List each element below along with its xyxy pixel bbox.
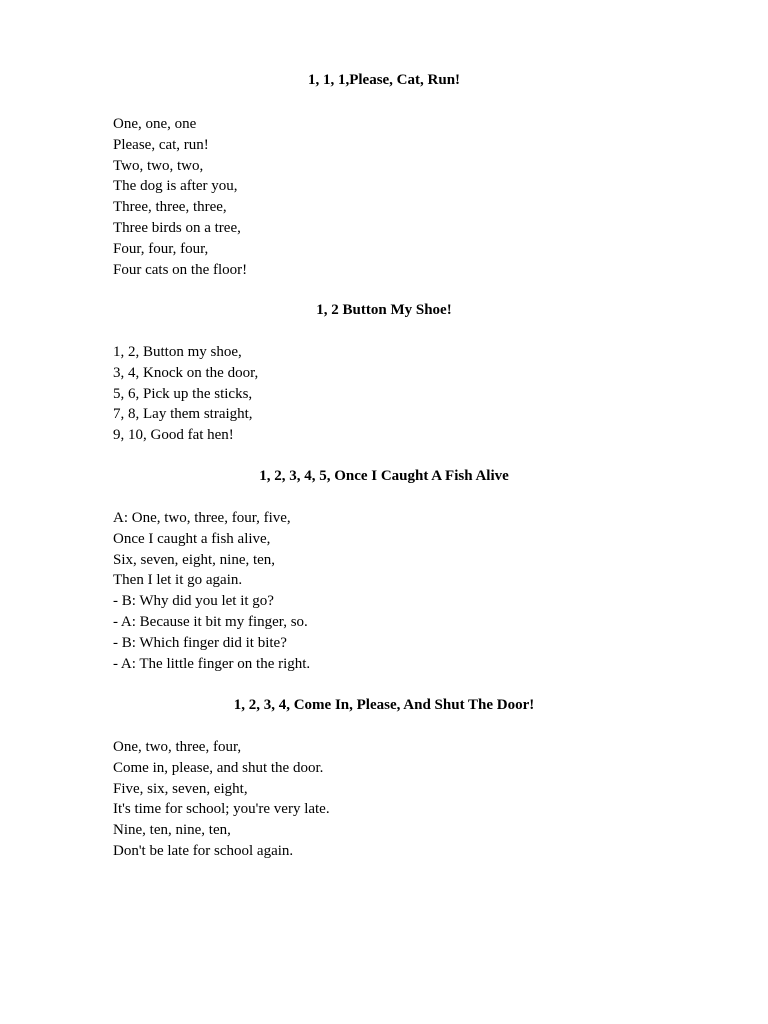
poem-line: Don't be late for school again. xyxy=(113,842,294,859)
poem-line: The dog is after you, xyxy=(113,178,238,195)
poem-line: Three birds on a tree, xyxy=(113,219,241,236)
poem-line: - B: Which finger did it bite? xyxy=(113,634,287,651)
poem-line: Then I let it go again. xyxy=(113,572,243,589)
poem-line: A: One, two, three, four, five, xyxy=(113,510,291,526)
poem-line: 9, 10, Good fat hen! xyxy=(113,427,234,444)
poem-line: One, two, three, four, xyxy=(113,739,242,755)
poem-line: 5, 6, Pick up the sticks, xyxy=(113,385,253,402)
poem-body xyxy=(113,508,673,674)
poem-title: 1, 1, 1,Please, Cat, Run! xyxy=(307,72,461,88)
poem-line: Two, two, two, xyxy=(113,157,204,174)
poem-line: - B: Why did you let it go? xyxy=(113,593,274,610)
poem-title: 1, 2, 3, 4, Come In, Please, And Shut The Door! xyxy=(233,697,535,713)
poem-line: 7, 8, Lay them straight, xyxy=(113,406,253,423)
poem-body xyxy=(113,114,673,280)
poem-line: - A: The little finger on the right. xyxy=(113,655,311,672)
poem-title: 1, 2, 3, 4, 5, Once I Caught A Fish Alive xyxy=(259,468,509,484)
poem-line: Nine, ten, nine, ten, xyxy=(113,822,231,839)
poem-line: Three, three, three, xyxy=(113,199,227,216)
poem-line: 3, 4, Knock on the door, xyxy=(113,364,259,381)
poem-body xyxy=(113,737,673,862)
poem-line: Please, cat, run! xyxy=(113,136,209,153)
poem-line: It's time for school; you're very late. xyxy=(113,801,330,818)
poem-line: Once I caught a fish alive, xyxy=(113,530,271,547)
poem-title: 1, 2 Button My Shoe! xyxy=(316,302,452,318)
poem-line: 1, 2, Button my shoe, xyxy=(113,344,242,360)
poem-body xyxy=(113,342,673,446)
poem-line: Come in, please, and shut the door. xyxy=(113,759,324,776)
poem-line: Six, seven, eight, nine, ten, xyxy=(113,551,276,568)
poem-line: Five, six, seven, eight, xyxy=(113,780,248,797)
poem-line: Four cats on the floor! xyxy=(113,261,248,278)
poem-line: Four, four, four, xyxy=(113,240,209,257)
poem-line: One, one, one xyxy=(113,116,197,132)
poem-line: - A: Because it bit my finger, so. xyxy=(113,613,308,630)
